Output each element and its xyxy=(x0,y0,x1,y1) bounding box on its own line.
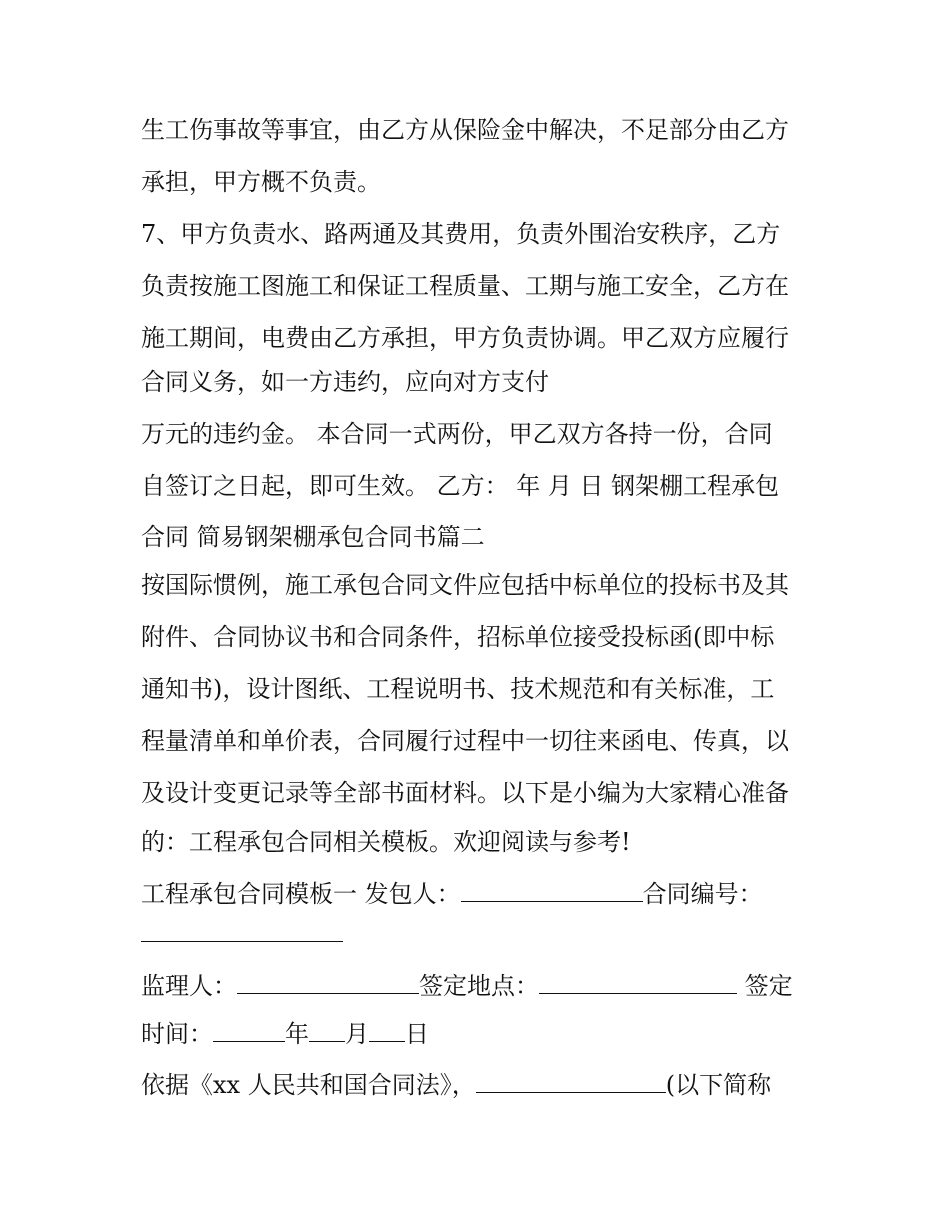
text-line: 生工伤事故等事宜，由乙方从保险金中解决，不足部分由乙方 xyxy=(141,116,789,144)
text-line: 合同 简易钢架棚承包合同书篇二 xyxy=(141,523,485,551)
form-line-supervisor xyxy=(141,970,793,1002)
text-line: 通知书)，设计图纸、工程说明书、技术规范和有关标准，工 xyxy=(141,675,775,703)
text-line: 的：工程承包合同相关模板。欢迎阅读与参考! xyxy=(141,828,631,856)
text-line: 施工期间，电费由乙方承担，甲方负责协调。甲乙双方应履行 xyxy=(141,324,789,352)
form-line-contract-number xyxy=(141,918,343,950)
contractor-blank xyxy=(461,879,643,902)
text-line: 合同义务，如一方违约，应向对方支付 xyxy=(141,368,549,396)
text-line: 及设计变更记录等全部书面材料。以下是小编为大家精心准备 xyxy=(141,779,789,807)
party-name-blank xyxy=(476,1070,666,1093)
month-blank xyxy=(309,1019,345,1042)
contract-number-blank xyxy=(141,919,343,942)
year-label: 年 xyxy=(285,1020,309,1048)
year-blank xyxy=(213,1019,285,1042)
month-label: 月 xyxy=(345,1020,369,1048)
text-line: 负责按施工图施工和保证工程质量、工期与施工安全，乙方在 xyxy=(141,272,789,300)
sign-place-blank xyxy=(539,971,737,994)
legal-basis-text: 依据《xx 人民共和国合同法》， xyxy=(141,1071,476,1099)
sign-time-label-start: 签定 xyxy=(737,972,793,1000)
text-line: 按国际惯例，施工承包合同文件应包括中标单位的投标书及其 xyxy=(141,571,789,599)
form-line-contractor xyxy=(141,878,763,910)
form-line-date xyxy=(141,1018,429,1050)
text-line: 万元的违约金。 本合同一式两份，甲乙双方各持一份，合同 xyxy=(141,420,773,448)
sign-place-label: 签定地点： xyxy=(419,972,539,1000)
day-blank xyxy=(369,1019,405,1042)
supervisor-label: 监理人： xyxy=(141,972,237,1000)
text-line: 自签订之日起，即可生效。 乙方： 年 月 日 钢架棚工程承包 xyxy=(141,472,780,500)
contractor-label: 工程承包合同模板一 发包人： xyxy=(141,880,461,908)
abbreviation-text: (以下简称 xyxy=(665,1071,772,1099)
contract-number-label: 合同编号： xyxy=(642,880,763,908)
text-line: 附件、合同协议书和合同条件，招标单位接受投标函(即中标 xyxy=(141,623,775,651)
supervisor-blank xyxy=(237,971,419,994)
date-label: 时间： xyxy=(141,1020,213,1048)
text-line: 承担，甲方概不负责。 xyxy=(141,168,381,196)
day-label: 日 xyxy=(405,1020,429,1048)
text-line: 程量清单和单价表，合同履行过程中一切往来函电、传真，以 xyxy=(141,727,789,755)
form-line-legal-basis xyxy=(141,1069,771,1101)
text-line: 7、甲方负责水、路两通及其费用，负责外围治安秩序，乙方 xyxy=(141,220,781,248)
